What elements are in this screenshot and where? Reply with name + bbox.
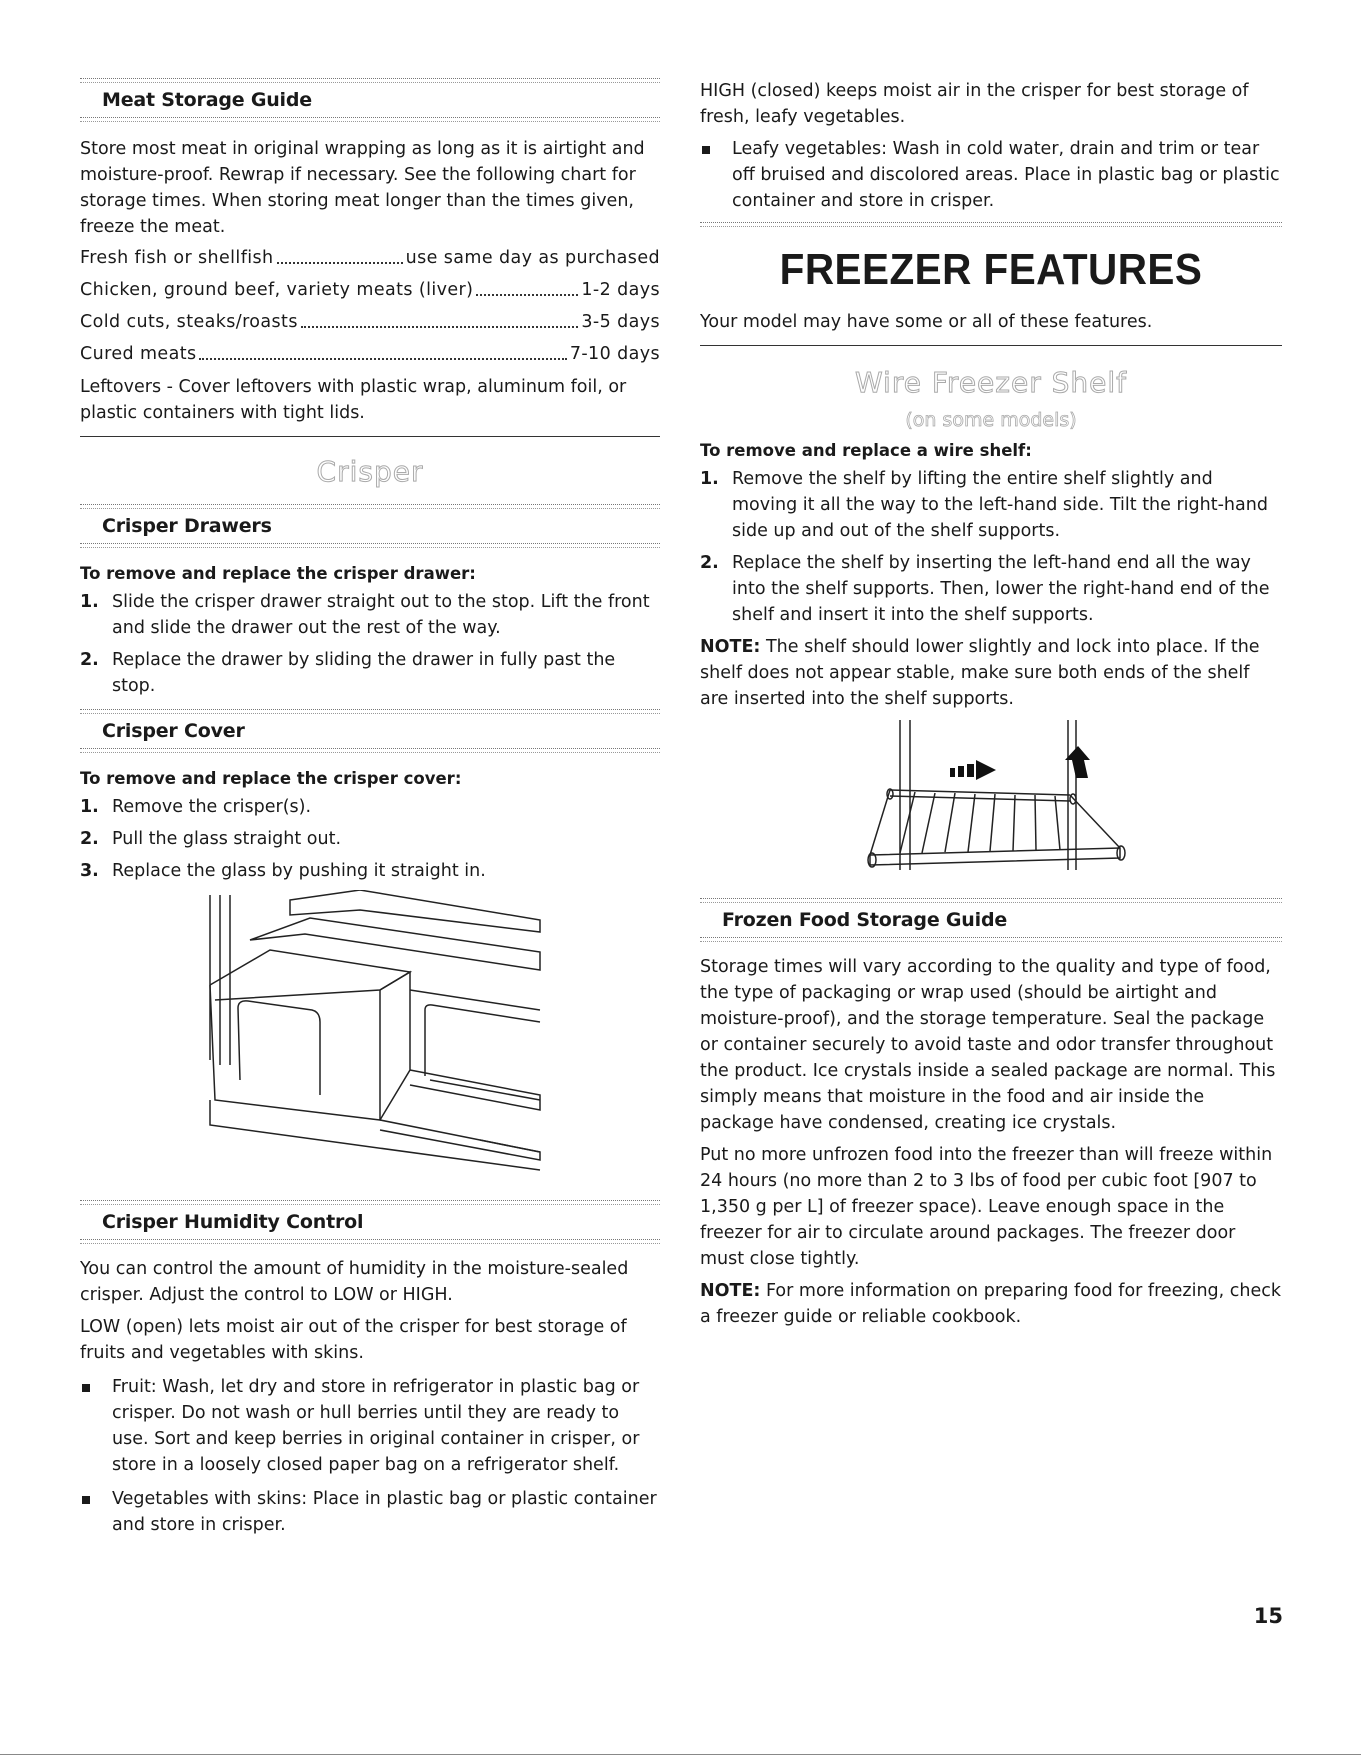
meat-row	[80, 310, 660, 335]
meat-guide-intro: Store most meat in original wrapping as long as it is airtight and moisture-proof. Rewrap if necessary. See the following chart for storage times. When storing meat longer than the times given, freeze the meat.	[80, 139, 645, 237]
step-text: Replace the glass by pushing it straight in.	[112, 861, 486, 881]
dotted-rule	[700, 937, 1282, 942]
meat-row	[80, 278, 660, 303]
crisper-cover-heading: Crisper Cover	[102, 720, 245, 742]
humidity-header	[80, 1200, 660, 1244]
crisper-drawers-header	[80, 504, 660, 548]
list-item	[80, 1374, 660, 1478]
frozen-guide-heading: Frozen Food Storage Guide	[722, 909, 1008, 931]
frozen-guide-p1: Storage times will vary according to the quality and type of food, the type of packaging or wrap used (should be airtight and moisture-proof), and the storage temperature. Seal the package or container securely to avoid taste and odor transfer throughout the product. Ice crystals inside a sealed package are normal. This simply means that moisture in the food and air inside the package have condensed, creating ice crystals.	[700, 957, 1276, 1133]
wire-shelf-lead: To remove and replace a wire shelf:	[700, 441, 1032, 460]
bullet-icon	[80, 1486, 112, 1538]
humidity-low-text: LOW (open) lets moist air out of the crisper for best storage of fruits and vegetables with skins.	[80, 1317, 627, 1363]
bullet-text: Fruit: Wash, let dry and store in refrigerator in plastic bag or crisper. Do not wash or hull berries until they are ready to use. Sort and keep berries in original container in crisper, or store in a loosely closed paper bag on a refrigerator shelf.	[112, 1377, 640, 1475]
wire-shelf-subtitle: (on some models)	[905, 409, 1077, 431]
dot-leader	[476, 294, 578, 296]
step-number: 1.	[80, 592, 99, 612]
frozen-guide-header	[700, 898, 1282, 942]
left-column	[80, 72, 660, 1546]
right-column	[700, 78, 1282, 1336]
section-rule	[80, 436, 660, 437]
list-item	[80, 647, 660, 699]
crisper-illustration	[80, 890, 660, 1190]
dot-leader	[301, 326, 579, 328]
bullet-text: Leafy vegetables: Wash in cold water, drain and trim or tear off bruised and discolored areas. Place in plastic bag or plastic container and store in crisper.	[732, 139, 1280, 211]
meat-guide-heading: Meat Storage Guide	[102, 89, 312, 111]
note-label: NOTE:	[700, 1281, 761, 1301]
step-text: Replace the drawer by sliding the drawer in fully past the stop.	[112, 650, 616, 696]
step-number: 2.	[700, 553, 719, 573]
step-number: 3.	[80, 861, 99, 881]
step-text: Pull the glass straight out.	[112, 829, 342, 849]
list-item	[80, 858, 660, 884]
list-item	[80, 589, 660, 641]
meat-row-label: Cured meats	[80, 344, 197, 364]
humidity-bullets	[80, 1374, 660, 1538]
list-item	[80, 826, 660, 852]
dotted-rule	[700, 222, 1282, 227]
dotted-rule	[80, 543, 660, 548]
meat-row	[80, 246, 660, 271]
list-item	[700, 136, 1282, 214]
frozen-guide-p2: Put no more unfrozen food into the freezer than will freeze within 24 hours (no more than 2 to 3 lbs of food per cubic foot [907 to 1,350 g per L] of freezer space). Leave enough space in the freezer for air to circulate around packages. The freezer door must close tightly.	[700, 1145, 1273, 1269]
step-text: Remove the crisper(s).	[112, 797, 312, 817]
dotted-rule	[80, 1239, 660, 1244]
meat-row-label: Chicken, ground beef, variety meats (liver)	[80, 280, 474, 300]
meat-row-value: use same day as purchased	[405, 248, 660, 268]
meat-storage-table	[80, 246, 660, 367]
step-text: Replace the shelf by inserting the left-hand end all the way into the shelf supports. Then, lower the right-hand end of the shelf and insert it into the shelf supports.	[732, 553, 1270, 625]
page-number: 15	[1253, 1604, 1283, 1628]
freezer-features-title: FREEZER FEATURES	[779, 245, 1203, 294]
crisper-cover-header	[80, 709, 660, 753]
step-number: 1.	[80, 797, 99, 817]
meat-row	[80, 342, 660, 367]
crisper-cover-lead: To remove and replace the crisper cover:	[80, 769, 462, 788]
crisper-title: Crisper	[316, 455, 424, 488]
wire-shelf-title: Wire Freezer Shelf	[854, 366, 1127, 399]
humidity-high-text: HIGH (closed) keeps moist air in the crisper for best storage of fresh, leafy vegetables.	[700, 81, 1249, 127]
list-item	[80, 1486, 660, 1538]
step-text: Remove the shelf by lifting the entire shelf slightly and moving it all the way to the left-hand side. Tilt the right-hand side up and out of the shelf supports.	[732, 469, 1268, 541]
wire-shelf-steps	[700, 466, 1282, 628]
wire-shelf-note	[700, 634, 1282, 712]
high-bullets	[700, 136, 1282, 214]
wire-shelf-illustration	[700, 720, 1282, 880]
humidity-heading: Crisper Humidity Control	[102, 1211, 364, 1233]
meat-row-value: 1-2 days	[581, 280, 660, 300]
dot-leader	[199, 358, 566, 360]
step-number: 2.	[80, 650, 99, 670]
dotted-rule	[80, 748, 660, 753]
leftovers-text: Leftovers - Cover leftovers with plastic wrap, aluminum foil, or plastic containers with tight lids.	[80, 377, 627, 423]
crisper-drawers-lead: To remove and replace the crisper drawer:	[80, 564, 476, 583]
section-rule	[700, 345, 1282, 346]
note-text: The shelf should lower slightly and lock into place. If the shelf does not appear stable, make sure both ends of the shelf are inserted into the shelf supports.	[700, 637, 1260, 709]
dot-leader	[277, 262, 403, 264]
crisper-drawers-heading: Crisper Drawers	[102, 515, 272, 537]
list-item	[700, 550, 1282, 628]
crisper-drawers-steps	[80, 589, 660, 699]
humidity-intro: You can control the amount of humidity in the moisture-sealed crisper. Adjust the control to LOW or HIGH.	[80, 1259, 629, 1305]
note-text: For more information on preparing food for freezing, check a freezer guide or reliable cookbook.	[700, 1281, 1282, 1327]
bottom-rule	[0, 1754, 1361, 1755]
bullet-icon	[80, 1374, 112, 1478]
freezer-intro: Your model may have some or all of these features.	[700, 312, 1153, 332]
meat-row-label: Cold cuts, steaks/roasts	[80, 312, 298, 332]
meat-row-value: 7-10 days	[569, 344, 660, 364]
crisper-cover-steps	[80, 794, 660, 884]
meat-row-value: 3-5 days	[581, 312, 660, 332]
step-number: 2.	[80, 829, 99, 849]
bullet-text: Vegetables with skins: Place in plastic bag or plastic container and store in crisper.	[112, 1489, 657, 1535]
bullet-icon	[700, 136, 732, 214]
meat-row-label: Fresh fish or shellfish	[80, 248, 274, 268]
list-item	[700, 466, 1282, 544]
frozen-guide-note	[700, 1278, 1282, 1330]
dotted-rule	[80, 117, 660, 122]
list-item	[80, 794, 660, 820]
note-label: NOTE:	[700, 637, 761, 657]
step-text: Slide the crisper drawer straight out to the stop. Lift the front and slide the drawer out the rest of the way.	[112, 592, 650, 638]
meat-guide-header	[80, 78, 660, 122]
step-number: 1.	[700, 469, 719, 489]
